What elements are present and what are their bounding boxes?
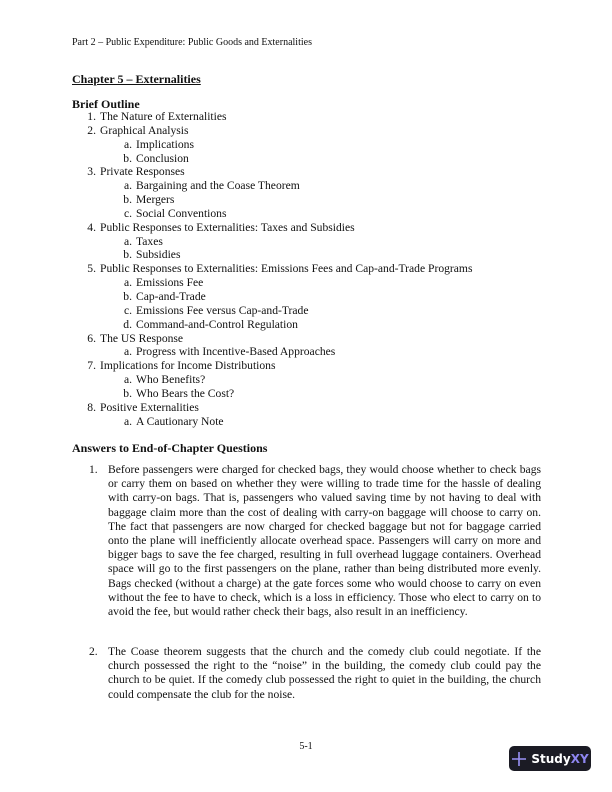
- subitem-text: Emissions Fee: [136, 276, 204, 290]
- outline-item: [72, 332, 472, 346]
- outline-subitem: [72, 248, 472, 262]
- outline-item: [72, 124, 472, 138]
- item-text: Public Responses to Externalities: Taxes and Subsidies: [100, 220, 355, 234]
- item-text: Graphical Analysis: [100, 123, 189, 137]
- subitem-text: Bargaining and the Coase Theorem: [136, 179, 300, 193]
- outline-subitem: [72, 235, 472, 249]
- subitem-text: Who Bears the Cost?: [136, 386, 235, 400]
- outline-subitem: [72, 207, 472, 221]
- answer-number: 2.: [89, 645, 98, 658]
- subitem-letter: a.: [123, 373, 132, 387]
- item-text: The Nature of Externalities: [100, 110, 227, 123]
- subitem-letter: c.: [123, 206, 132, 220]
- subitem-letter: b.: [123, 289, 132, 303]
- subitem-letter: c.: [123, 303, 132, 317]
- subitem-text: Cap-and-Trade: [136, 289, 206, 303]
- item-number: 7.: [87, 359, 96, 373]
- subitem-text: Command-and-Control Regulation: [136, 317, 298, 331]
- outline-subitem: [72, 179, 472, 193]
- subitem-text: A Cautionary Note: [136, 414, 224, 428]
- subitem-letter: a.: [123, 345, 132, 359]
- item-number: 1.: [87, 110, 96, 123]
- plus-icon: [511, 751, 527, 767]
- item-number: 8.: [87, 400, 96, 414]
- answer-item: [84, 463, 541, 619]
- outline-item: [72, 359, 472, 373]
- chapter-title: Chapter 5 – Externalities: [72, 72, 201, 86]
- item-text: Public Responses to Externalities: Emissions Fees and Cap-and-Trade Programs: [100, 262, 473, 276]
- subitem-letter: a.: [123, 137, 132, 151]
- item-text: Positive Externalities: [100, 400, 199, 414]
- subitem-text: Mergers: [136, 193, 175, 207]
- answer-text: Before passengers were charged for checked bags, they would choose whether to check bags or carry them on based on whether they were willing to trade time for the hassle of dealing with carry-on bags. That is, passengers who valued saving time by not having to deal with baggage claim more than the cost of dealing with carry-on baggage will choose to carry on. The fact that passengers are now charged for checked baggage but not for baggage carried onto the plane will inefficiently allocate overhead space. Passengers will carry on more and bigger bags to save the fee charged, resulting in full overhead luggage containers. Overhead space will go to the first passengers on the plane, rather than being distributed more evenly. Bags checked (without a charge) at the gate forces some who would choose to carry on even without the fee to have to check, which is a loss in efficiency. Those who elect to carry on to avoid the fee, but would rather check their bags, also result in an inefficiency.: [108, 463, 541, 619]
- item-number: 5.: [87, 262, 96, 276]
- item-number: 6.: [87, 331, 96, 345]
- outline-subitem: [72, 387, 472, 401]
- outline-subitem: [72, 318, 472, 332]
- subitem-text: Conclusion: [136, 151, 189, 165]
- outline-subitem: [72, 276, 472, 290]
- item-text: Implications for Income Distributions: [100, 359, 276, 373]
- answers-heading: Answers to End-of-Chapter Questions: [72, 441, 268, 455]
- item-number: 3.: [87, 165, 96, 179]
- outline-subitem: [72, 304, 472, 318]
- outline-subitem: [72, 415, 472, 429]
- subitem-letter: a.: [123, 234, 132, 248]
- item-text: The US Response: [100, 331, 184, 345]
- subitem-text: Who Benefits?: [136, 373, 206, 387]
- subitem-letter: a.: [123, 414, 132, 428]
- studyxy-badge[interactable]: [509, 746, 591, 771]
- subitem-text: Social Conventions: [136, 206, 227, 220]
- running-header: Part 2 – Public Expenditure: Public Goods and Externalities: [72, 37, 312, 48]
- outline-item: [72, 110, 472, 124]
- subitem-letter: b.: [123, 193, 132, 207]
- badge-label: StudyXY: [531, 751, 589, 766]
- subitem-letter: a.: [123, 276, 132, 290]
- answer-text: The Coase theorem suggests that the church and the comedy club could negotiate. If the church possessed the right to the “noise” in the building, the comedy club could pay the church to be quiet. If the comedy club possessed the right to quiet in the building, the church could compensate the club for the noise.: [108, 645, 541, 701]
- page-number: 5-1: [299, 741, 313, 752]
- answer-item: [84, 645, 541, 702]
- outline-subitem: [72, 152, 472, 166]
- subitem-letter: b.: [123, 386, 132, 400]
- outline-subitem: [72, 138, 472, 152]
- subitem-text: Subsidies: [136, 248, 181, 262]
- outline-item: [72, 401, 472, 415]
- item-number: 4.: [87, 220, 96, 234]
- subitem-text: Emissions Fee versus Cap-and-Trade: [136, 303, 309, 317]
- subitem-letter: a.: [123, 179, 132, 193]
- outline-item: [72, 262, 472, 276]
- outline-subitem: [72, 290, 472, 304]
- outline-item: [72, 165, 472, 179]
- subitem-text: Implications: [136, 137, 194, 151]
- outline-heading: Brief Outline: [72, 97, 140, 111]
- outline-subitem: [72, 345, 472, 359]
- brief-outline: [72, 110, 472, 428]
- outline-subitem: [72, 193, 472, 207]
- subitem-text: Taxes: [136, 234, 163, 248]
- subitem-letter: b.: [123, 151, 132, 165]
- subitem-letter: b.: [123, 248, 132, 262]
- item-text: Private Responses: [100, 165, 185, 179]
- outline-subitem: [72, 373, 472, 387]
- subitem-letter: d.: [123, 317, 132, 331]
- outline-item: [72, 221, 472, 235]
- answer-number: 1.: [89, 463, 98, 476]
- subitem-text: Progress with Incentive-Based Approaches: [136, 345, 336, 359]
- item-number: 2.: [87, 123, 96, 137]
